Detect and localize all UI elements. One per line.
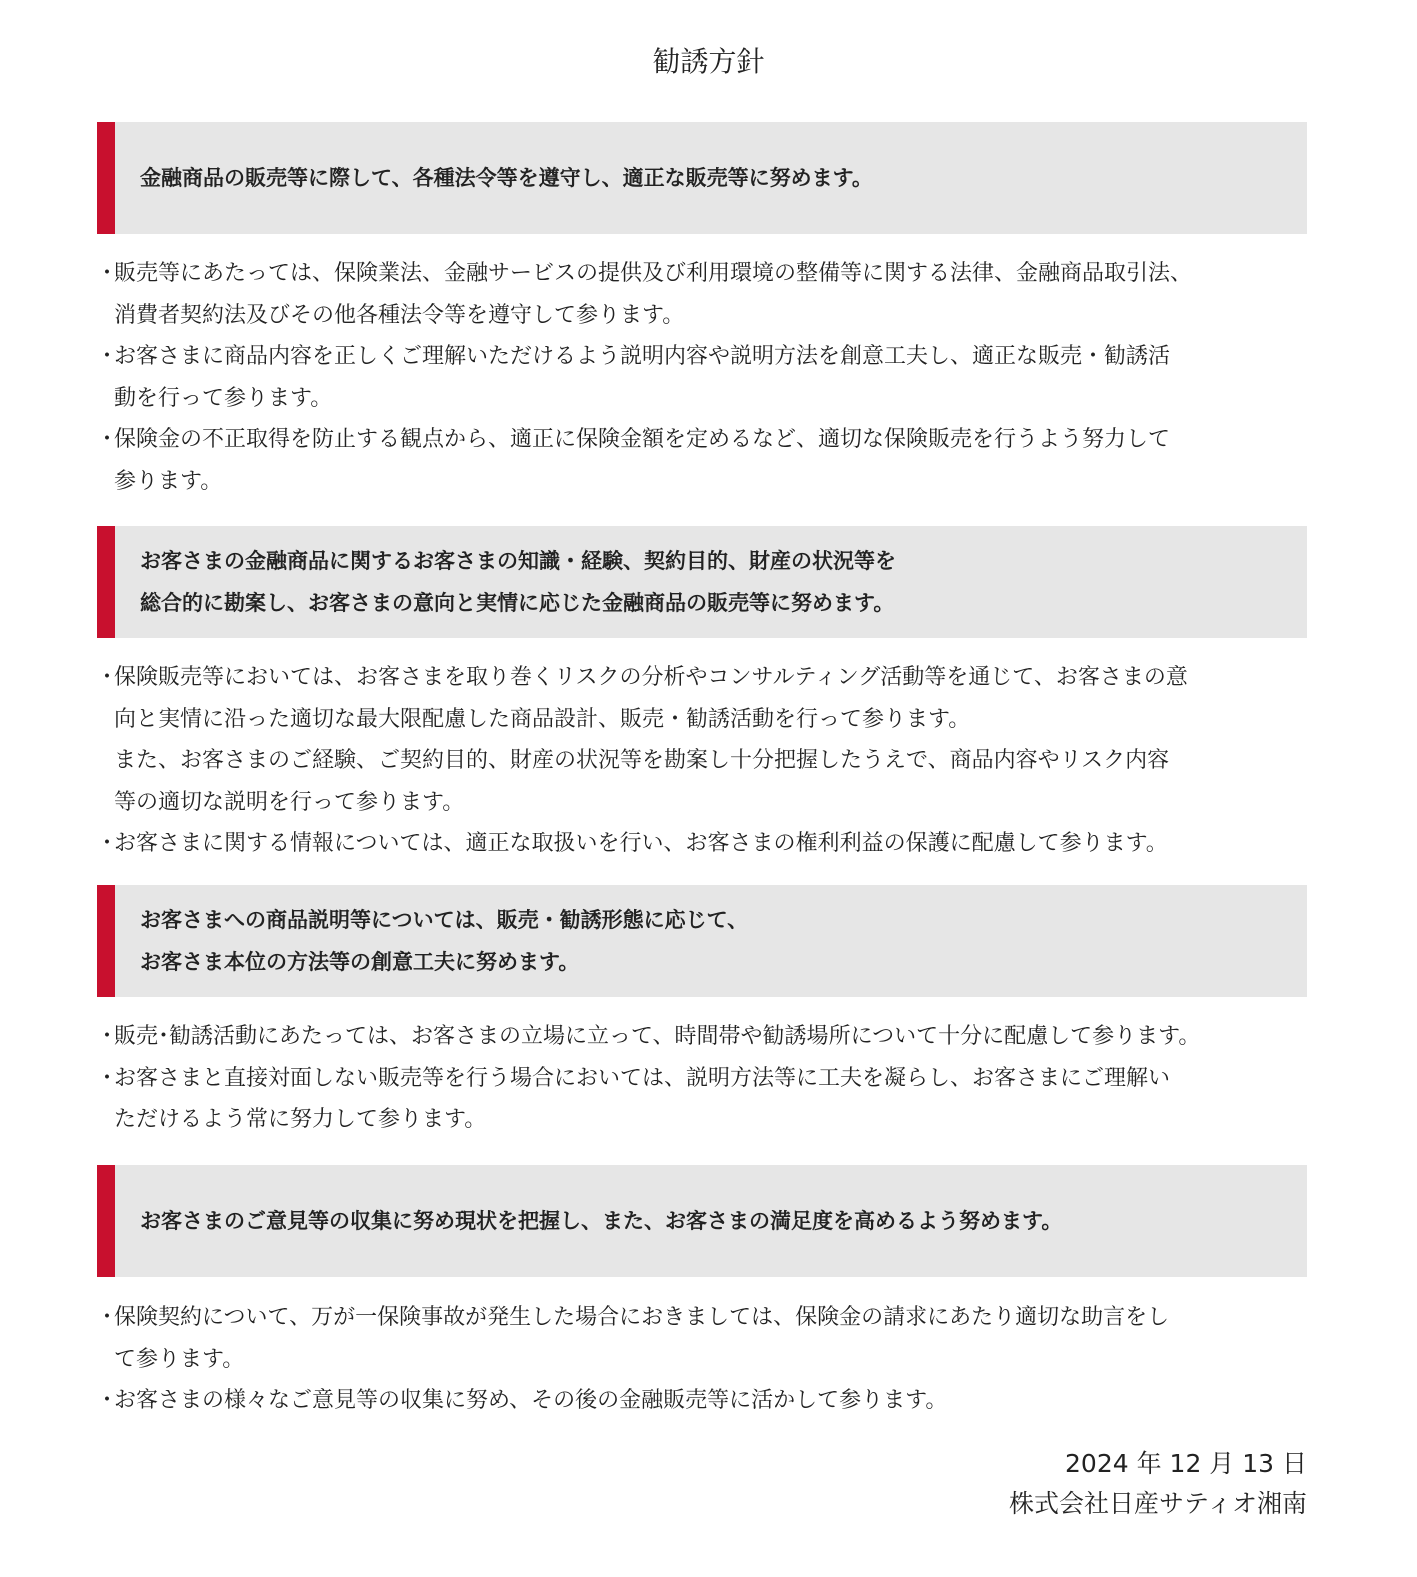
list-item-line: 消費者契約法及びその他各種法令等を遵守して参ります。 [114, 302, 685, 328]
list-item-line: て参ります。 [114, 1346, 245, 1372]
section-accent-bar [97, 526, 115, 638]
bullet-mark: ・ [96, 1388, 119, 1413]
list-item-line: お客さまの様々なご意見等の収集に努め、その後の金融販売等に活かして参ります。 [114, 1388, 948, 1413]
list-item-line: 販売等にあたっては、保険業法、金融サービスの提供及び利用環境の整備等に関する法律、金融商品取引法、 [114, 261, 1193, 286]
list-item-line: 保険販売等においては、お客さまを取り巻くリスクの分析やコンサルティング活動等を通じて、お客さまの意 [114, 665, 1188, 690]
list-item-line: お客さまと直接対面しない販売等を行う場合においては、説明方法等に工夫を凝らし、お客さまにご理解い [114, 1065, 1171, 1091]
list-item-line: また、お客さまのご経験、ご契約目的、財産の状況等を勘案し十分把握したうえで、商品内容やリスク内容 [114, 748, 1170, 773]
list-item-line: 動を行って参ります。 [114, 385, 333, 411]
bullet-mark: ・ [96, 427, 119, 452]
section-accent-bar [97, 885, 115, 997]
list-item-line: 等の適切な説明を行って参ります。 [114, 789, 465, 815]
list-item-line: ただけるよう常に努力して参ります。 [114, 1107, 487, 1132]
section-2-heading [140, 540, 896, 624]
list-item [96, 1380, 1311, 1422]
section-heading-line: 金融商品の販売等に際して、各種法令等を遵守し、適正な販売等に努めます。 [140, 166, 873, 190]
section-1-heading-box [97, 122, 1307, 234]
section-4-list [96, 1297, 1311, 1422]
bullet-mark: ・ [96, 1305, 119, 1330]
section-4-heading [140, 1200, 1062, 1242]
bullet-mark: ・ [96, 261, 119, 286]
list-item [96, 419, 1311, 502]
bullet-mark: ・ [96, 831, 119, 856]
list-item-line: 向と実情に沿った適切な最大限配慮した商品設計、販売・勧誘活動を行って参ります。 [114, 706, 971, 732]
bullet-mark: ・ [96, 344, 119, 369]
list-item-line: お客さまに関する情報については、適正な取扱いを行い、お客さまの権利利益の保護に配慮して参ります。 [114, 831, 1168, 856]
section-2-list [96, 657, 1311, 865]
list-item [96, 823, 1311, 865]
company-name: 株式会社日産サティオ湘南 [1008, 1489, 1307, 1518]
section-heading-line: お客さまのご意見等の収集に努め現状を把握し、また、お客さまの満足度を高めるよう努めます。 [140, 1209, 1063, 1233]
section-heading-line: お客さま本位の方法等の創意工夫に努めます。 [140, 950, 580, 974]
bullet-mark: ・ [96, 1024, 119, 1049]
list-item-line: 販売･勧誘活動にあたっては、お客さまの立場に立って、時間帯や勧誘場所について十分に配慮して参ります。 [114, 1024, 1201, 1049]
issue-date: 2024 年 12 月 13 日 [1065, 1449, 1307, 1478]
section-1-heading [140, 157, 873, 199]
list-item [96, 253, 1311, 336]
section-2-heading-box [97, 526, 1307, 638]
section-heading-line: お客さまの金融商品に関するお客さまの知識・経験、契約目的、財産の状況等を [140, 549, 896, 573]
list-item [96, 1058, 1311, 1141]
section-heading-line: 総合的に勘案し、お客さまの意向と実情に応じた金融商品の販売等に努めます。 [140, 591, 895, 615]
list-item [96, 657, 1311, 823]
list-item-line: お客さまに商品内容を正しくご理解いただけるよう説明内容や説明方法を創意工夫し、適正な販売・勧誘活 [114, 344, 1171, 369]
page-title: 勧誘方針 [652, 45, 765, 78]
section-heading-line: お客さまへの商品説明等については、販売・勧誘形態に応じて、 [140, 908, 749, 932]
section-accent-bar [97, 1165, 115, 1277]
document-footer [1009, 1444, 1307, 1524]
bullet-mark: ・ [96, 1065, 119, 1091]
list-item [96, 1297, 1311, 1380]
list-item [96, 1016, 1311, 1058]
list-item-line: 保険金の不正取得を防止する観点から、適正に保険金額を定めるなど、適切な保険販売を行うよう努力して [114, 427, 1171, 452]
list-item [96, 336, 1311, 419]
section-3-heading [140, 899, 748, 983]
section-1-list [96, 253, 1311, 502]
bullet-mark: ・ [96, 665, 119, 690]
list-item-line: 保険契約について、万が一保険事故が発生した場合におきましては、保険金の請求にあたり適切な助言をし [114, 1305, 1170, 1330]
section-4-heading-box [97, 1165, 1307, 1277]
section-3-list [96, 1016, 1311, 1141]
section-accent-bar [97, 122, 115, 234]
list-item-line: 参ります。 [114, 468, 223, 494]
section-3-heading-box [97, 885, 1307, 997]
